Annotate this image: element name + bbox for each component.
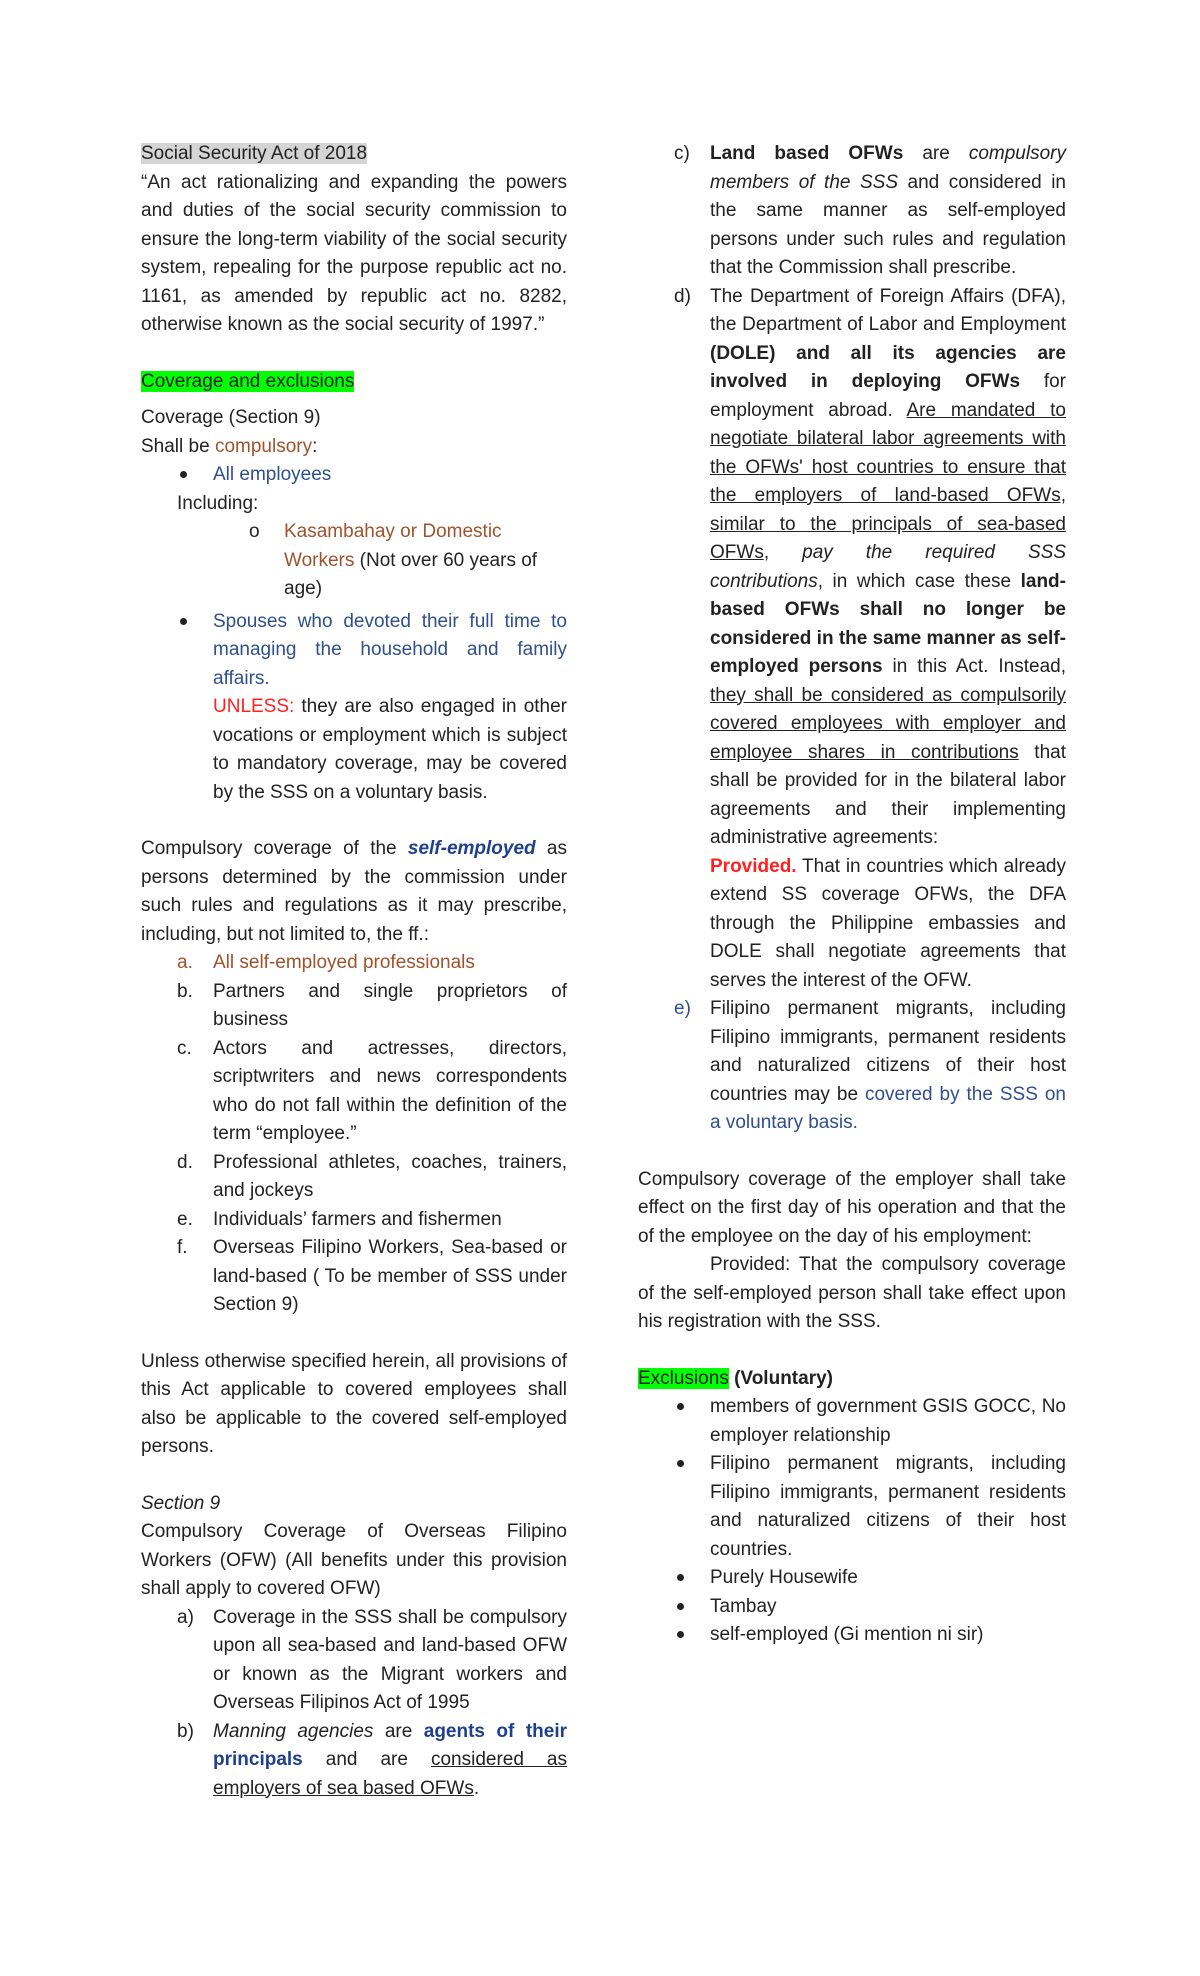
shall-be-line: Shall be compulsory: [141,435,318,457]
sub-item-kasambahay: o Kasambahay or Domestic Workers (Not over 60 years of age) [249,521,538,599]
list-item-d: d. Professional athletes, coaches, trainers, and jockeys [177,1151,567,1201]
list-item-c: c. Actors and actresses, directors, scriptwriters and news correspondents who do not fall within the definition of the term “employee.” [177,1037,567,1144]
right-column [638,140,1066,1650]
unless-clause: UNLESS: they are also engaged in other vocations or employment which is subject to mandatory coverage, may be covered by the SSS on a voluntary basis. [213,696,567,803]
bullet-dot [677,1574,684,1581]
exclusion-item: self-employed (Gi mention ni sir) [638,1621,1066,1650]
provided-clause: Provided. That in countries which already extend SS coverage OFWs, the DFA through the Philippine embassies and DOLE shall negotiate agreements that serves the interest of the OFW. [710,855,1066,991]
doc-title: Social Security Act of 2018 [141,143,368,164]
bullet-dot [180,471,187,478]
exclusions-heading: Exclusions (Voluntary) [638,1367,833,1389]
coverage-section: Coverage (Section 9) [141,407,321,428]
coverage-heading: Coverage and exclusions [141,370,355,392]
bullet-dot [677,1460,684,1467]
list-item-b: b. Partners and single proprietors of business [177,980,567,1030]
act-description: “An act rationalizing and expanding the powers and duties of the social security commission to ensure the long-term viability of the social security system, repealing for the purpose republic act no. 1161, as amended by republic act no. 8282, otherwise known as the social security of 1997.” [141,171,567,335]
bullet-dot [677,1631,684,1638]
list-item-e: e. Individuals’ farmers and fishermen [177,1208,502,1230]
list-item-f: f. Overseas Filipino Workers, Sea-based or land-based ( To be member of SSS under Section 9) [177,1237,567,1315]
section-9-label: Section 9 [141,1492,221,1514]
ofw-item-b: b) Manning agencies are agents of their principals and are considered as employers of sea based OFWs. [177,1720,568,1799]
ofw-item-d: d) The Department of Foreign Affairs (DFA), the Department of Labor and Employment (DOLE) and all its agencies are involved in deploying OFWs for employment abroad. Are mandated to negotiate bilateral labor agreements with the OFWs' host countries to ensure that the employers of land-based OFWs, similar to the principals of sea-based OFWs, pay the required SSS contributions, in which case these land-based OFWs shall no longer be considered in the same manner as self-employed persons in this Act. Instead, they shall be considered as compulsorily covered employees with employer and employee shares in contributions that shall be provided for in the bilateral labor agreements and their implementing administrative agreements: [674,285,1067,848]
ofw-item-c: c) Land based OFWs are compulsory members of the SSS and considered in the same manner as self-employed persons under such rules and regulation that the Commission shall prescribe. [674,143,1067,278]
ofw-intro: Compulsory Coverage of Overseas Filipino Workers (OFW) (All benefits under this provision shall apply to covered OFW) [141,1521,567,1599]
including-label: Including: [177,492,259,514]
bullet-dot [677,1603,684,1610]
ofw-item-a: a) Coverage in the SSS shall be compulsory upon all sea-based and land-based OFW or known as the Migrant workers and Overseas Filipinos Act of 1995 [177,1606,567,1713]
bullet-dot [677,1403,684,1410]
list-item-a: a. All self-employed professionals [177,952,475,973]
unless-otherwise-paragraph: Unless otherwise specified herein, all provisions of this Act applicable to covered employees shall also be applicable to the covered self-employed persons. [141,1350,567,1457]
employer-coverage-paragraph: Compulsory coverage of the employer shall take effect on the first day of his operation and that the of the employee on the day of his employment: [638,1168,1066,1247]
bullet-all-employees: All employees [141,461,567,490]
exclusion-item: Purely Housewife [638,1564,1066,1593]
self-employed-paragraph: Compulsory coverage of the self-employed as persons determined by the commission under such rules and regulations as it may prescribe, including, but not limited to, the ff.: [141,838,567,945]
bullet-dot [180,618,187,625]
exclusion-item: members of government GSIS GOCC, No employer relationship [638,1393,1066,1450]
exclusion-item: Filipino permanent migrants, including Filipino immigrants, permanent residents and naturalized citizens of their host countries. [638,1450,1066,1564]
provided-self-employed: Provided: That the compulsory coverage of the self-employed person shall take effect upon his registration with the SSS. [638,1254,1066,1332]
left-column [141,140,567,1803]
bullet-spouses: Spouses who devoted their full time to managing the household and family affairs. [141,608,567,694]
ofw-item-e: e) Filipino permanent migrants, including Filipino immigrants, permanent residents and naturalized citizens of their host countries may be covered by the SSS on a voluntary basis. [674,998,1066,1133]
exclusion-item: Tambay [638,1593,1066,1622]
